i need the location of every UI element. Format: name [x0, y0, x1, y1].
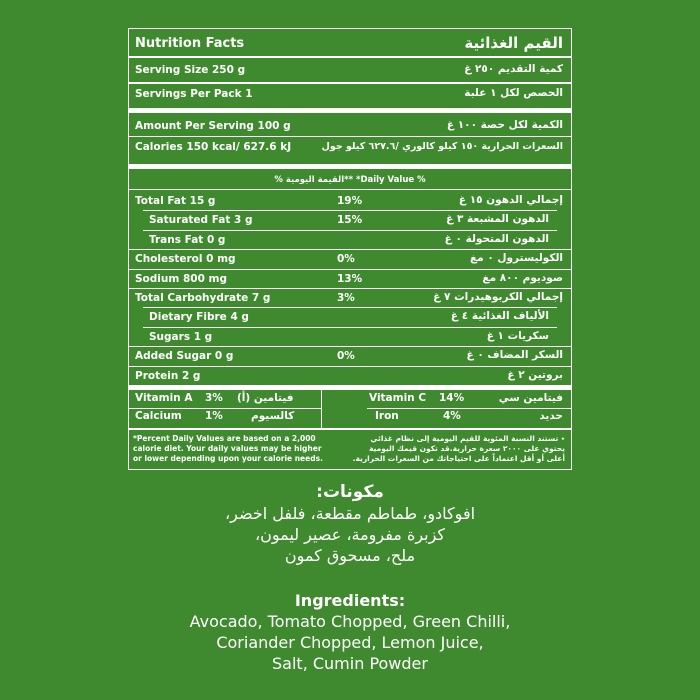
vitamin-c-value: 14% — [439, 392, 465, 404]
nutrient-daily-value: 0% — [337, 350, 355, 363]
nutrient-name: Added Sugar 0 g — [135, 350, 234, 363]
vitamin-a-label: Vitamin A — [135, 392, 193, 404]
ingredients-ar-line: افوكادو، طماطم مقطعة، فلفل اخضر، — [224, 504, 476, 523]
ingredients-ar-line: كزبرة مفرومة، عصير ليمون، — [254, 525, 446, 544]
calories-en: Calories 150 kcal/ 627.6 kJ — [135, 141, 292, 153]
nutrient-divider — [143, 230, 557, 231]
nutrient-name: Cholesterol 0 mg — [135, 253, 236, 266]
amount-per-serving-en: Amount Per Serving 100 g — [135, 120, 291, 132]
nutrient-divider — [143, 210, 557, 211]
ingredients-en-line: Avocado, Tomato Chopped, Green Chilli, — [189, 612, 511, 631]
divider — [129, 136, 571, 137]
servings-per-pack-en: Servings Per Pack 1 — [135, 88, 253, 100]
nutrient-name: Protein 2 g — [135, 369, 201, 382]
vitamin-a-label-ar: فيتامين (أ) — [237, 392, 294, 404]
vitamin-c-label: Vitamin C — [369, 392, 427, 404]
serving-size-ar: كمية التقديم ٢٥٠ غ — [464, 63, 563, 75]
footnote-ar-line: أعلى أو أقل اعتماداً على احتياجاتك من السعرات الحرارية. — [352, 454, 565, 463]
footnote-en-line: or lower depending upon your calorie needs. — [133, 454, 323, 463]
footnote-en-line: *Percent Daily Values are based on a 2,000 — [133, 434, 316, 443]
nutrient-daily-value: 19% — [337, 195, 363, 207]
thick-divider — [129, 108, 571, 113]
ingredients-en-line: Salt, Cumin Powder — [272, 654, 428, 673]
ingredients-ar-heading: مكونات: — [316, 482, 384, 502]
nutrient-divider — [143, 307, 557, 308]
iron-label: Iron — [375, 410, 399, 422]
divider — [129, 56, 571, 58]
nutrient-name-ar: صوديوم ٨٠٠ مغ — [482, 271, 563, 284]
calories-ar: السعرات الحرارية ١٥٠ كيلو كالوري /٦٢٧.٦ كيلو جول — [321, 141, 563, 152]
footnote-en — [133, 434, 323, 464]
iron-value: 4% — [443, 410, 461, 422]
thick-divider — [129, 385, 571, 390]
nutrient-name-ar: الدهون المتحولة ٠ غ — [444, 232, 549, 245]
nutrient-name-ar: إجمالي الدهون ١٥ غ — [458, 194, 563, 206]
thick-divider — [129, 164, 571, 169]
nutrient-name: Total Carbohydrate 7 g — [135, 292, 271, 304]
calcium-value: 1% — [205, 410, 223, 422]
serving-size-en: Serving Size 250 g — [135, 64, 246, 76]
nutrient-divider — [129, 269, 571, 270]
nutrient-name: Sodium 800 mg — [135, 272, 227, 285]
nutrition-title-en: Nutrition Facts — [135, 36, 245, 51]
nutrition-title-ar: القيم الغذائية — [464, 34, 563, 52]
nutrient-daily-value: 3% — [337, 292, 355, 304]
nutrient-name-ar: سكريات ١ غ — [486, 329, 549, 342]
nutrient-daily-value: 13% — [337, 272, 363, 285]
nutrient-daily-value: 15% — [337, 214, 363, 227]
servings-per-pack-ar: الحصص لكل ١ علبة — [464, 87, 563, 99]
nutrient-divider — [129, 249, 571, 250]
nutrition-facts-panel — [128, 28, 572, 470]
nutrient-divider — [129, 346, 571, 347]
nutrient-name: Total Fat 15 g — [135, 195, 216, 207]
nutrient-name: Saturated Fat 3 g — [149, 214, 253, 227]
nutrient-divider — [143, 327, 557, 328]
vitamin-row-divider — [367, 408, 571, 409]
footnote-ar-line: يحتوي على ٢٠٠٠ سعرة حرارية.قد تكون قيمك اليومية — [368, 444, 565, 453]
divider — [129, 189, 571, 190]
ingredients-en-heading: Ingredients: — [294, 591, 406, 610]
nutrient-name-ar: الكوليسترول ٠ مغ — [469, 252, 563, 265]
nutrient-name-ar: الدهون المشبعة ٣ غ — [446, 213, 549, 226]
vitamin-row-divider — [129, 408, 321, 409]
calcium-label-ar: كالسيوم — [251, 410, 295, 422]
divider — [129, 82, 571, 84]
nutrient-name-ar: الألياف الغذائية ٤ غ — [450, 310, 549, 323]
nutrient-divider — [129, 366, 571, 367]
nutrient-name: Dietary Fibre 4 g — [149, 311, 249, 324]
nutrient-divider — [129, 288, 571, 289]
footnote-en-line: calorie diet. Your daily values may be higher — [133, 444, 322, 453]
nutrient-name-ar: بروتين ٢ غ — [507, 368, 563, 381]
nutrient-name-ar: إجمالي الكربوهيدرات ٧ غ — [433, 291, 563, 303]
divider — [129, 428, 571, 430]
footnote-ar — [353, 434, 565, 464]
iron-label-ar: حديد — [539, 410, 563, 422]
ingredients-en-line: Coriander Chopped, Lemon Juice, — [216, 633, 484, 652]
calcium-label: Calcium — [135, 410, 182, 422]
nutrient-name: Sugars 1 g — [149, 330, 213, 343]
nutrient-name: Trans Fat 0 g — [149, 233, 226, 246]
vitamin-a-value: 3% — [205, 392, 223, 404]
ingredients-ar-line: ملح، مسحوق كمون — [284, 546, 416, 565]
amount-per-serving-ar: الكمية لكل حصة ١٠٠ غ — [446, 119, 563, 131]
daily-value-header: % Daily Value* **القيمة اليومية % — [274, 175, 426, 185]
footnote-ar-line: ٭ تستند النسبة المئوية للقيم اليومية إلى نظام غذائي — [370, 434, 565, 443]
vitamin-c-label-ar: فيتامين سي — [498, 392, 563, 404]
nutrient-daily-value: 0% — [337, 253, 355, 266]
vitamin-column-divider — [321, 390, 322, 428]
nutrient-name-ar: السكر المضاف ٠ غ — [466, 349, 563, 362]
